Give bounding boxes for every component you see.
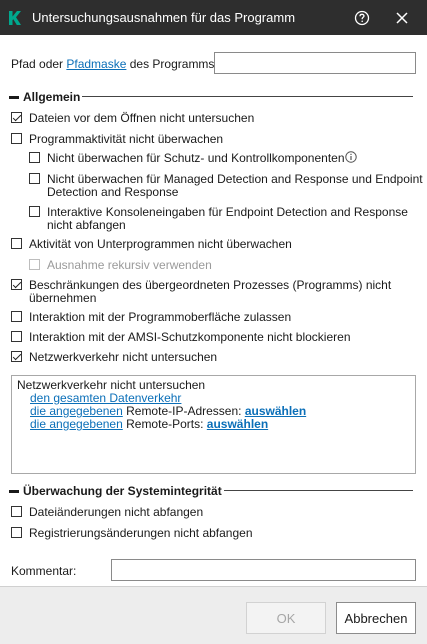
label-no-monitor-protection: Nicht überwachen für Schutz- und Kontrollkomponenten [47,151,345,165]
checkbox-no-monitor-activity[interactable] [11,133,22,144]
section-divider [82,96,413,97]
help-circle-icon [354,10,370,26]
checkbox-no-scan-open[interactable] [11,112,22,123]
cancel-button[interactable]: Abbrechen [336,602,416,634]
remote-ip-label: Remote-IP-Adressen: [122,404,245,418]
network-details-heading: Netzwerkverkehr nicht untersuchen [17,378,206,392]
label-no-scan-open: Dateien vor dem Öffnen nicht untersuchen [29,111,255,125]
specified-ports-link[interactable]: die angegebenen [30,417,123,431]
label-parent-restrictions-line2: übernehmen [29,291,97,305]
label-no-monitor-child: Aktivität von Unterprogrammen nicht überwachen [29,237,292,251]
help-button[interactable] [347,3,377,33]
close-icon [395,11,409,25]
remote-ports-label: Remote-Ports: [122,417,207,431]
label-no-scan-network: Netzwerkverkehr nicht untersuchen [29,350,218,364]
label-file-changes: Dateiänderungen nicht abfangen [29,505,204,519]
ok-button[interactable]: OK [246,602,326,634]
label-interactive-console-line2: nicht abfangen [47,218,126,232]
title-bar [0,0,427,35]
comment-label: Kommentar: [11,564,77,578]
close-button[interactable] [387,3,417,33]
comment-input[interactable] [111,559,416,581]
checkbox-interactive-console[interactable] [29,206,40,217]
label-parent-restrictions-line1: Beschränkungen des übergeordneten Prozesses (Programms) nicht [29,278,392,292]
section-integrity-title: Überwachung der Systemintegrität [23,484,222,498]
path-label-prefix: Pfad oder [11,57,67,71]
label-registry-changes: Registrierungsänderungen nicht abfangen [29,526,253,540]
section-divider [224,490,413,491]
select-ip-link[interactable]: auswählen [244,404,307,418]
label-interactive-console-line1: Interaktive Konsoleneingaben für Endpoint Detection and Response [47,205,408,219]
checkbox-recursive [29,259,40,270]
kaspersky-logo-icon [8,10,22,26]
checkbox-no-monitor-mdr[interactable] [29,173,40,184]
checkbox-no-monitor-child[interactable] [11,238,22,249]
label-recursive: Ausnahme rekursiv verwenden [47,258,212,272]
path-label [11,57,214,71]
checkbox-allow-ui-interaction[interactable] [11,311,22,322]
window-title: Untersuchungsausnahmen für das Programm [32,10,296,25]
label-no-monitor-mdr-line2: Detection and Response [47,185,179,199]
section-integrity-header[interactable] [9,484,222,498]
network-details-panel [11,375,416,474]
path-input[interactable] [214,52,416,74]
chevron-down-icon: ▬ [9,91,19,102]
checkbox-file-changes[interactable] [11,506,22,517]
all-traffic-link[interactable]: den gesamten Datenverkehr [30,391,182,405]
checkbox-parent-restrictions[interactable] [11,279,22,290]
label-no-monitor-mdr-line1: Nicht überwachen für Managed Detection and Response und Endpoint [47,172,423,186]
info-icon[interactable] [345,151,357,163]
label-allow-ui-interaction: Interaktion mit der Programmoberfläche zulassen [29,310,292,324]
dialog-footer [0,586,427,644]
checkbox-no-monitor-protection[interactable] [29,152,40,163]
checkbox-no-block-amsi[interactable] [11,331,22,342]
path-label-suffix: des Programms [126,57,215,71]
specified-ip-link[interactable]: die angegebenen [30,404,123,418]
chevron-down-icon: ▬ [9,485,19,496]
section-general-title: Allgemein [23,90,81,104]
label-no-block-amsi: Interaktion mit der AMSI-Schutzkomponente nicht blockieren [29,330,351,344]
checkbox-no-scan-network[interactable] [11,351,22,362]
label-no-monitor-activity: Programmaktivität nicht überwachen [29,132,224,146]
section-general-header[interactable] [9,90,80,104]
select-ports-link[interactable]: auswählen [206,417,269,431]
path-mask-link[interactable]: Pfadmaske [66,57,127,71]
checkbox-registry-changes[interactable] [11,527,22,538]
